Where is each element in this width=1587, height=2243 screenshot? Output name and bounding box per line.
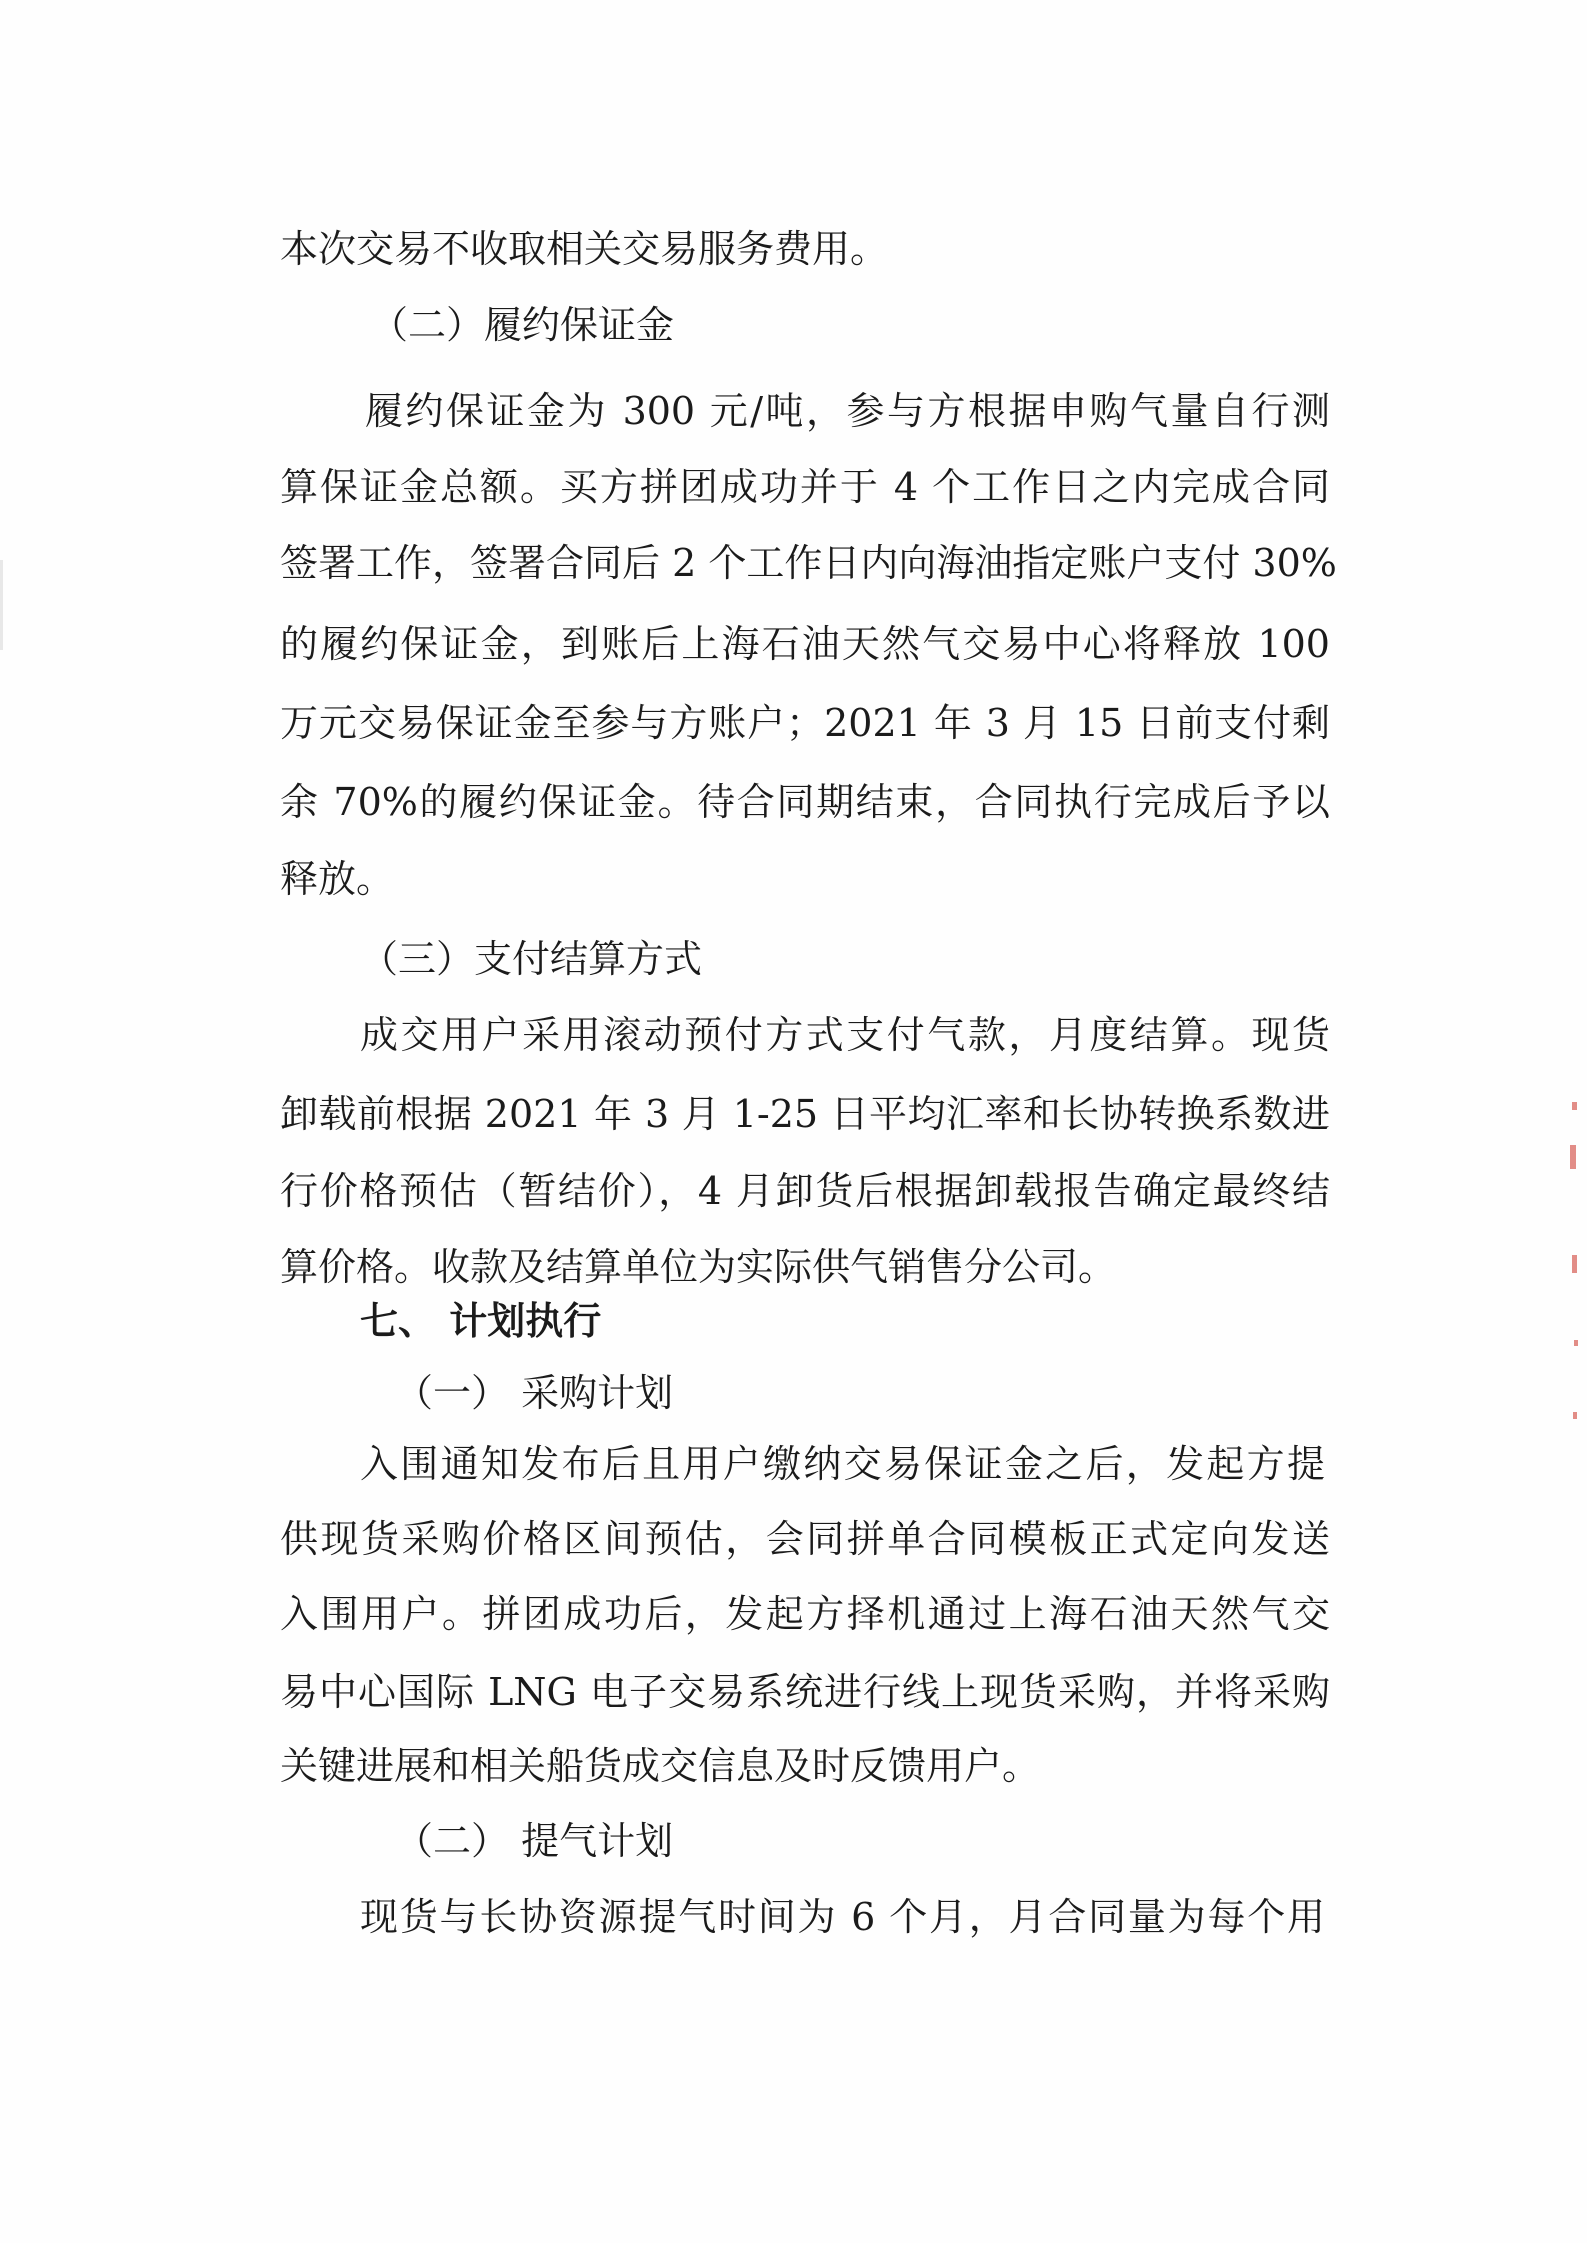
paragraph-line: 卸载前根据 2021 年 3 月 1-25 日平均汇率和长协转换系数进 xyxy=(280,1092,1330,1136)
section-heading: （一） 采购计划 xyxy=(395,1371,674,1415)
paragraph-line: 关键进展和相关船货成交信息及时反馈用户。 xyxy=(280,1744,1041,1788)
paragraph-line: 签署工作，签署合同后 2 个工作日内向海油指定账户支付 30% xyxy=(280,541,1337,585)
red-scan-mark xyxy=(1574,1340,1578,1346)
section-heading: （三）支付结算方式 xyxy=(360,937,703,981)
paragraph-line: 易中心国际 LNG 电子交易系统进行线上现货采购，并将采购 xyxy=(280,1670,1330,1714)
scan-edge-shadow xyxy=(0,560,3,650)
paragraph-line: 本次交易不收取相关交易服务费用。 xyxy=(280,227,889,271)
paragraph-line: 履约保证金为 300 元/吨，参与方根据申购气量自行测 xyxy=(365,389,1330,433)
paragraph-line: 成交用户采用滚动预付方式支付气款，月度结算。现货 xyxy=(360,1013,1330,1057)
section-heading: （二） 提气计划 xyxy=(395,1819,674,1863)
red-scan-mark xyxy=(1570,1145,1576,1169)
red-scan-mark xyxy=(1572,1102,1577,1110)
red-scan-mark xyxy=(1573,1412,1577,1419)
paragraph-line: 现货与长协资源提气时间为 6 个月，月合同量为每个用 xyxy=(360,1895,1325,1939)
red-scan-mark xyxy=(1572,1255,1577,1273)
paragraph-line: 余 70%的履约保证金。待合同期结束，合同执行完成后予以 xyxy=(280,780,1330,824)
paragraph-line: 行价格预估（暂结价），4 月卸货后根据卸载报告确定最终结 xyxy=(280,1169,1330,1213)
chapter-heading: 七、 计划执行 xyxy=(360,1299,602,1343)
paragraph-line: 入围用户。拼团成功后，发起方择机通过上海石油天然气交 xyxy=(280,1592,1330,1636)
paragraph-line: 万元交易保证金至参与方账户；2021 年 3 月 15 日前支付剩 xyxy=(280,701,1330,745)
paragraph-line: 供现货采购价格区间预估，会同拼单合同模板正式定向发送 xyxy=(280,1517,1330,1561)
paragraph-line: 入围通知发布后且用户缴纳交易保证金之后，发起方提 xyxy=(360,1442,1325,1486)
paragraph-line: 的履约保证金，到账后上海石油天然气交易中心将释放 100 xyxy=(280,622,1330,666)
section-heading: （二）履约保证金 xyxy=(370,303,675,347)
paragraph-line: 算保证金总额。买方拼团成功并于 4 个工作日之内完成合同 xyxy=(280,465,1330,509)
paragraph-line: 算价格。收款及结算单位为实际供气销售分公司。 xyxy=(280,1245,1117,1289)
paragraph-line: 释放。 xyxy=(280,857,395,901)
